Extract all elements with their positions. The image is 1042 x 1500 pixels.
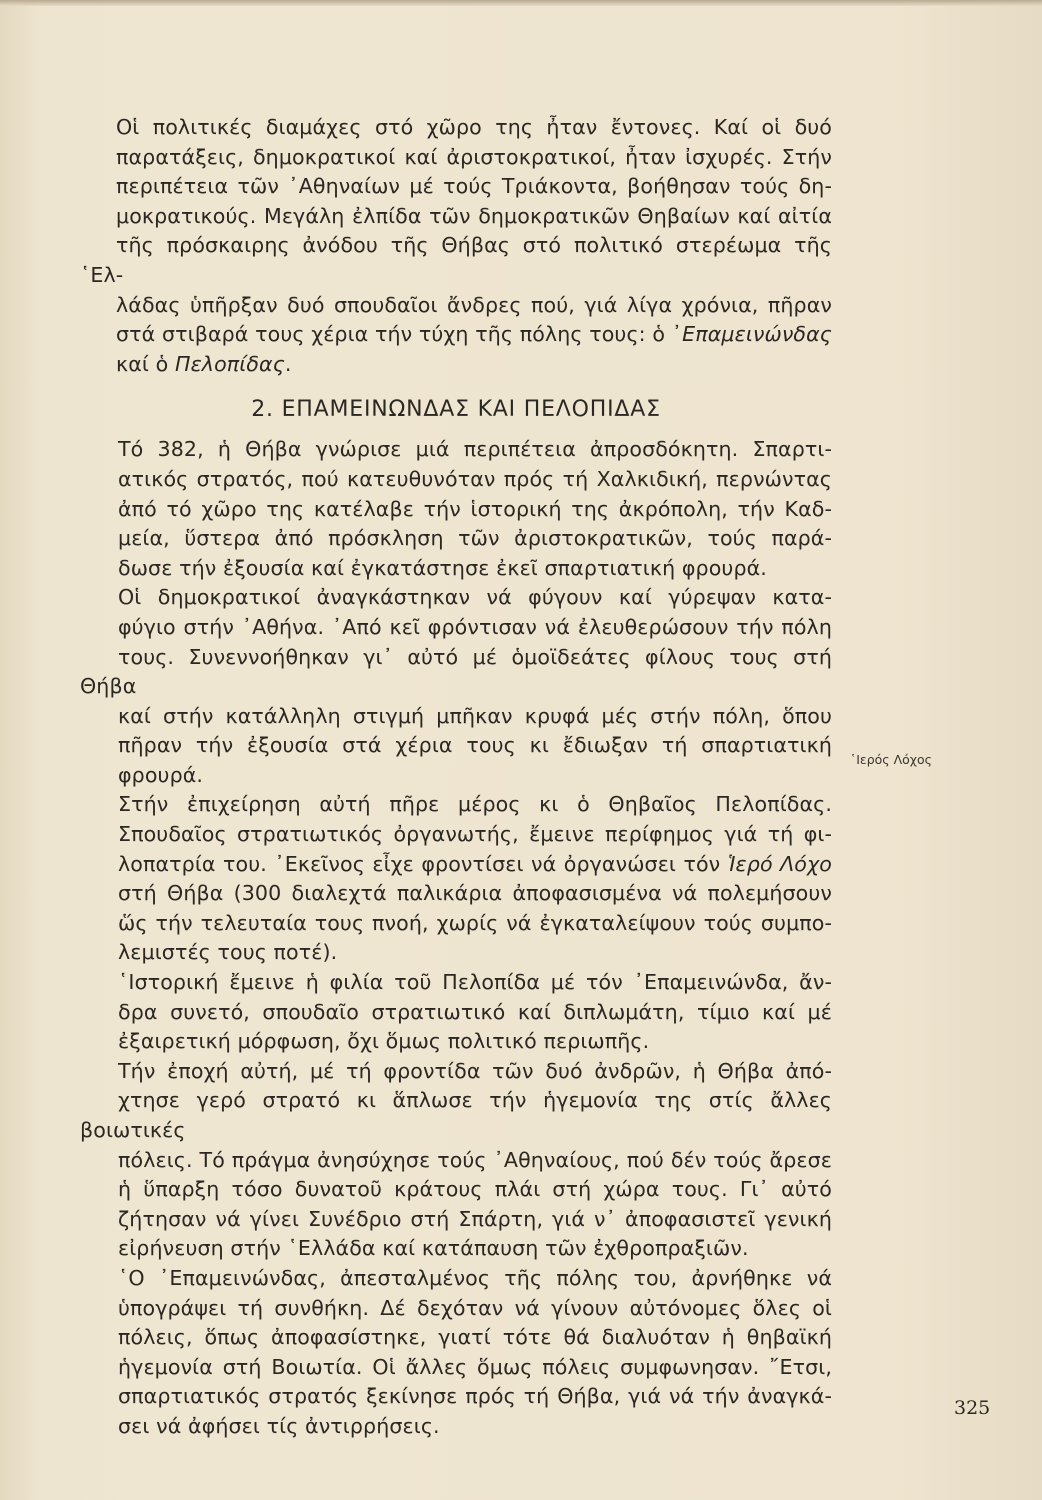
text-line: Τήν ἐποχή αὐτή, μέ τή φροντίδα τῶν δυό ἀνδρῶν, ἡ Θήβα ἀπό- [118, 1058, 832, 1083]
italic-term-sacred-band: Ἱερό Λόχο [727, 851, 832, 876]
text-line: Τό 382, ἡ Θήβα γνώρισε μιά περιπέτεια ἀπροσδόκητη. Σπαρτι- [118, 437, 832, 462]
text-line: πόλεις. Τό πράγμα ἀνησύχησε τούς ᾿Αθηναίους, πού δέν τούς ἄρεσε [118, 1147, 832, 1172]
text-line: ὥς τήν τελευταία τους πνοή, χωρίς νά ἐγκαταλείψουν τούς συμπο- [118, 910, 832, 935]
text-line: χτησε γερό στρατό κι ἅπλωσε τήν ἡγεμονία της στίς ἄλλες βοιωτικές [80, 1088, 832, 1142]
text-line: Στήν ἐπιχείρηση αὐτή πῆρε μέρος κι ὁ Θηβαῖος Πελοπίδας. [118, 792, 832, 817]
text-line: λάδας ὑπῆρξαν δυό σπουδαῖοι ἄνδρες πού, γιά λίγα χρόνια, πῆραν [116, 292, 832, 317]
paragraph-3 [80, 583, 832, 790]
text-line: στά στιβαρά τους χέρια τήν τύχη τῆς πόλης τους: ὁ ᾿Επαμεινώνδας [116, 322, 832, 347]
text-line: λεμιστές τους ποτέ). [118, 940, 338, 965]
text-line: περιπέτεια τῶν ᾿Αθηναίων μέ τούς Τριάκοντα, βοήθησαν τούς δη- [116, 174, 832, 199]
text-line: Οἱ δημοκρατικοί ἀναγκάστηκαν νά φύγουν καί γύρεψαν κατα- [118, 585, 832, 610]
text-line: ζήτησαν νά γίνει Συνέδριο στή Σπάρτη, γιά ν᾿ ἀποφασιστεῖ γενική [118, 1206, 832, 1231]
text-segment: στά στιβαρά τους χέρια τήν τύχη τῆς πόλης τους: ὁ [116, 322, 666, 347]
section-heading: 2. ΕΠΑΜΕΙΝΩΝΔΑΣ ΚΑΙ ΠΕΛΟΠΙΔΑΣ [251, 397, 661, 423]
text-line: ἐξαιρετική μόρφωση, ὄχι ὅμως πολιτικό περιωπῆς. [118, 1029, 650, 1054]
text-line: σπαρτιατικός στρατός ξεκίνησε πρός τή Θήβα, γιά νά τήν ἀναγκά- [118, 1384, 832, 1409]
text-line: πόλεις, ὅπως ἀποφασίστηκε, γιατί τότε θά διαλυόταν ἡ θηβαϊκή [118, 1325, 832, 1350]
text-line: μεία, ὕστερα ἀπό πρόσκληση τῶν ἀριστοκρατικῶν, τούς παρά- [118, 526, 832, 551]
italic-name-epaminondas: Επαμεινώνδας [682, 322, 832, 347]
text-line: εἰρήνευση στήν ῾Ελλάδα καί κατάπαυση τῶν ἐχθροπραξιῶν. [118, 1236, 749, 1261]
text-line [80, 350, 832, 380]
text-line: δωσε τήν ἐξουσία καί ἐγκατάστησε ἐκεῖ σπαρτιατική φρουρά. [118, 555, 767, 580]
text-line: τους. Συνεννοήθηκαν γι᾿ αὐτό μέ ὁμοϊδεάτες φίλους τους στή Θήβα [80, 644, 832, 699]
text-line: δρα συνετό, σπουδαῖο στρατιωτικό καί διπλωμάτη, τίμιο καί μέ [118, 999, 832, 1024]
text-line: καί στήν κατάλληλη στιγμή μπῆκαν κρυφά μές στήν πόλη, ὅπου [118, 703, 832, 728]
text-line: ῾Ο ᾿Επαμεινώνδας, ἀπεσταλμένος τῆς πόλης του, ἀρνήθηκε νά [118, 1265, 832, 1290]
text-segment: λοπατρία του. ᾿Εκεῖνος εἶχε φροντίσει νά ὀργανώσει τόν [118, 851, 721, 876]
text-line: Οἱ πολιτικές διαμάχες στό χῶρο της ἦταν ἔντονες. Καί οἱ δυό [116, 115, 832, 139]
text-line: φύγιο στήν ᾿Αθήνα. ᾿Από κεῖ φρόντισαν νά ἐλευθερώσουν τήν πόλη [118, 614, 832, 639]
text-segment: καί ὁ [116, 351, 169, 376]
paragraph-4 [80, 790, 832, 968]
paragraph-5 [80, 968, 832, 1057]
text-line [80, 850, 832, 880]
page-top-edge [0, 0, 1042, 6]
text-line: παρατάξεις, δημοκρατικοί καί ἀριστοκρατικοί, ἦταν ἰσχυρές. Στήν [116, 144, 832, 169]
text-line: Σπουδαῖος στρατιωτικός ὀργανωτής, ἔμεινε περίφημος γιά τή φι- [118, 822, 832, 847]
paragraph-7 [80, 1264, 832, 1442]
paragraph-6 [80, 1057, 832, 1264]
text-line: στή Θήβα (300 διαλεχτά παλικάρια ἀποφασισμένα νά πολεμήσουν [118, 881, 832, 906]
paragraph-1 [80, 113, 832, 379]
margin-note: ῾Ιερός Λόχος [850, 752, 932, 767]
text-line: πῆραν τήν ἐξουσία στά χέρια τους κι ἔδιωξαν τή σπαρτιατική [118, 733, 832, 758]
text-line: φρουρά. [118, 762, 204, 787]
text-segment: . [284, 351, 292, 376]
text-line: σει νά ἀφήσει τίς ἀντιρρήσεις. [118, 1413, 440, 1438]
text-line: ὑπογράψει τή συνθήκη. Δέ δεχόταν νά γίνουν αὐτόνομες ὅλες οἱ [118, 1295, 832, 1320]
text-line: ἀπό τό χῶρο της κατέλαβε τήν ἱστορική της ἀκρόπολη, τήν Καδ- [118, 496, 832, 521]
text-line: ατικός στρατός, πού κατευθυνόταν πρός τή Χαλκιδική, περνώντας [118, 466, 832, 491]
page-number: 325 [954, 1397, 991, 1419]
text-line: τῆς πρόσκαιρης ἀνόδου τῆς Θήβας στό πολιτικό στερέωμα τῆς ῾Ελ- [80, 233, 832, 287]
paragraph-2 [80, 435, 832, 583]
text-line: ῾Ιστορική ἔμεινε ἡ φιλία τοῦ Πελοπίδα μέ τόν ᾿Επαμεινώνδα, ἄν- [118, 970, 832, 995]
text-line: μοκρατικούς. Μεγάλη ἐλπίδα τῶν δημοκρατικῶν Θηβαίων καί αἰτία [116, 203, 832, 228]
text-line: ἡ ὕπαρξη τόσο δυνατοῦ κράτους πλάι στή χώρα τους. Γι᾿ αὐτό [118, 1177, 832, 1202]
italic-name-pelopidas: Πελοπίδας [174, 351, 285, 376]
text-line: ἡγεμονία στή Βοιωτία. Οἱ ἄλλες ὅμως πόλεις συμφωνησαν. ῎Ετσι, [118, 1354, 832, 1379]
main-text-column [80, 113, 832, 1442]
